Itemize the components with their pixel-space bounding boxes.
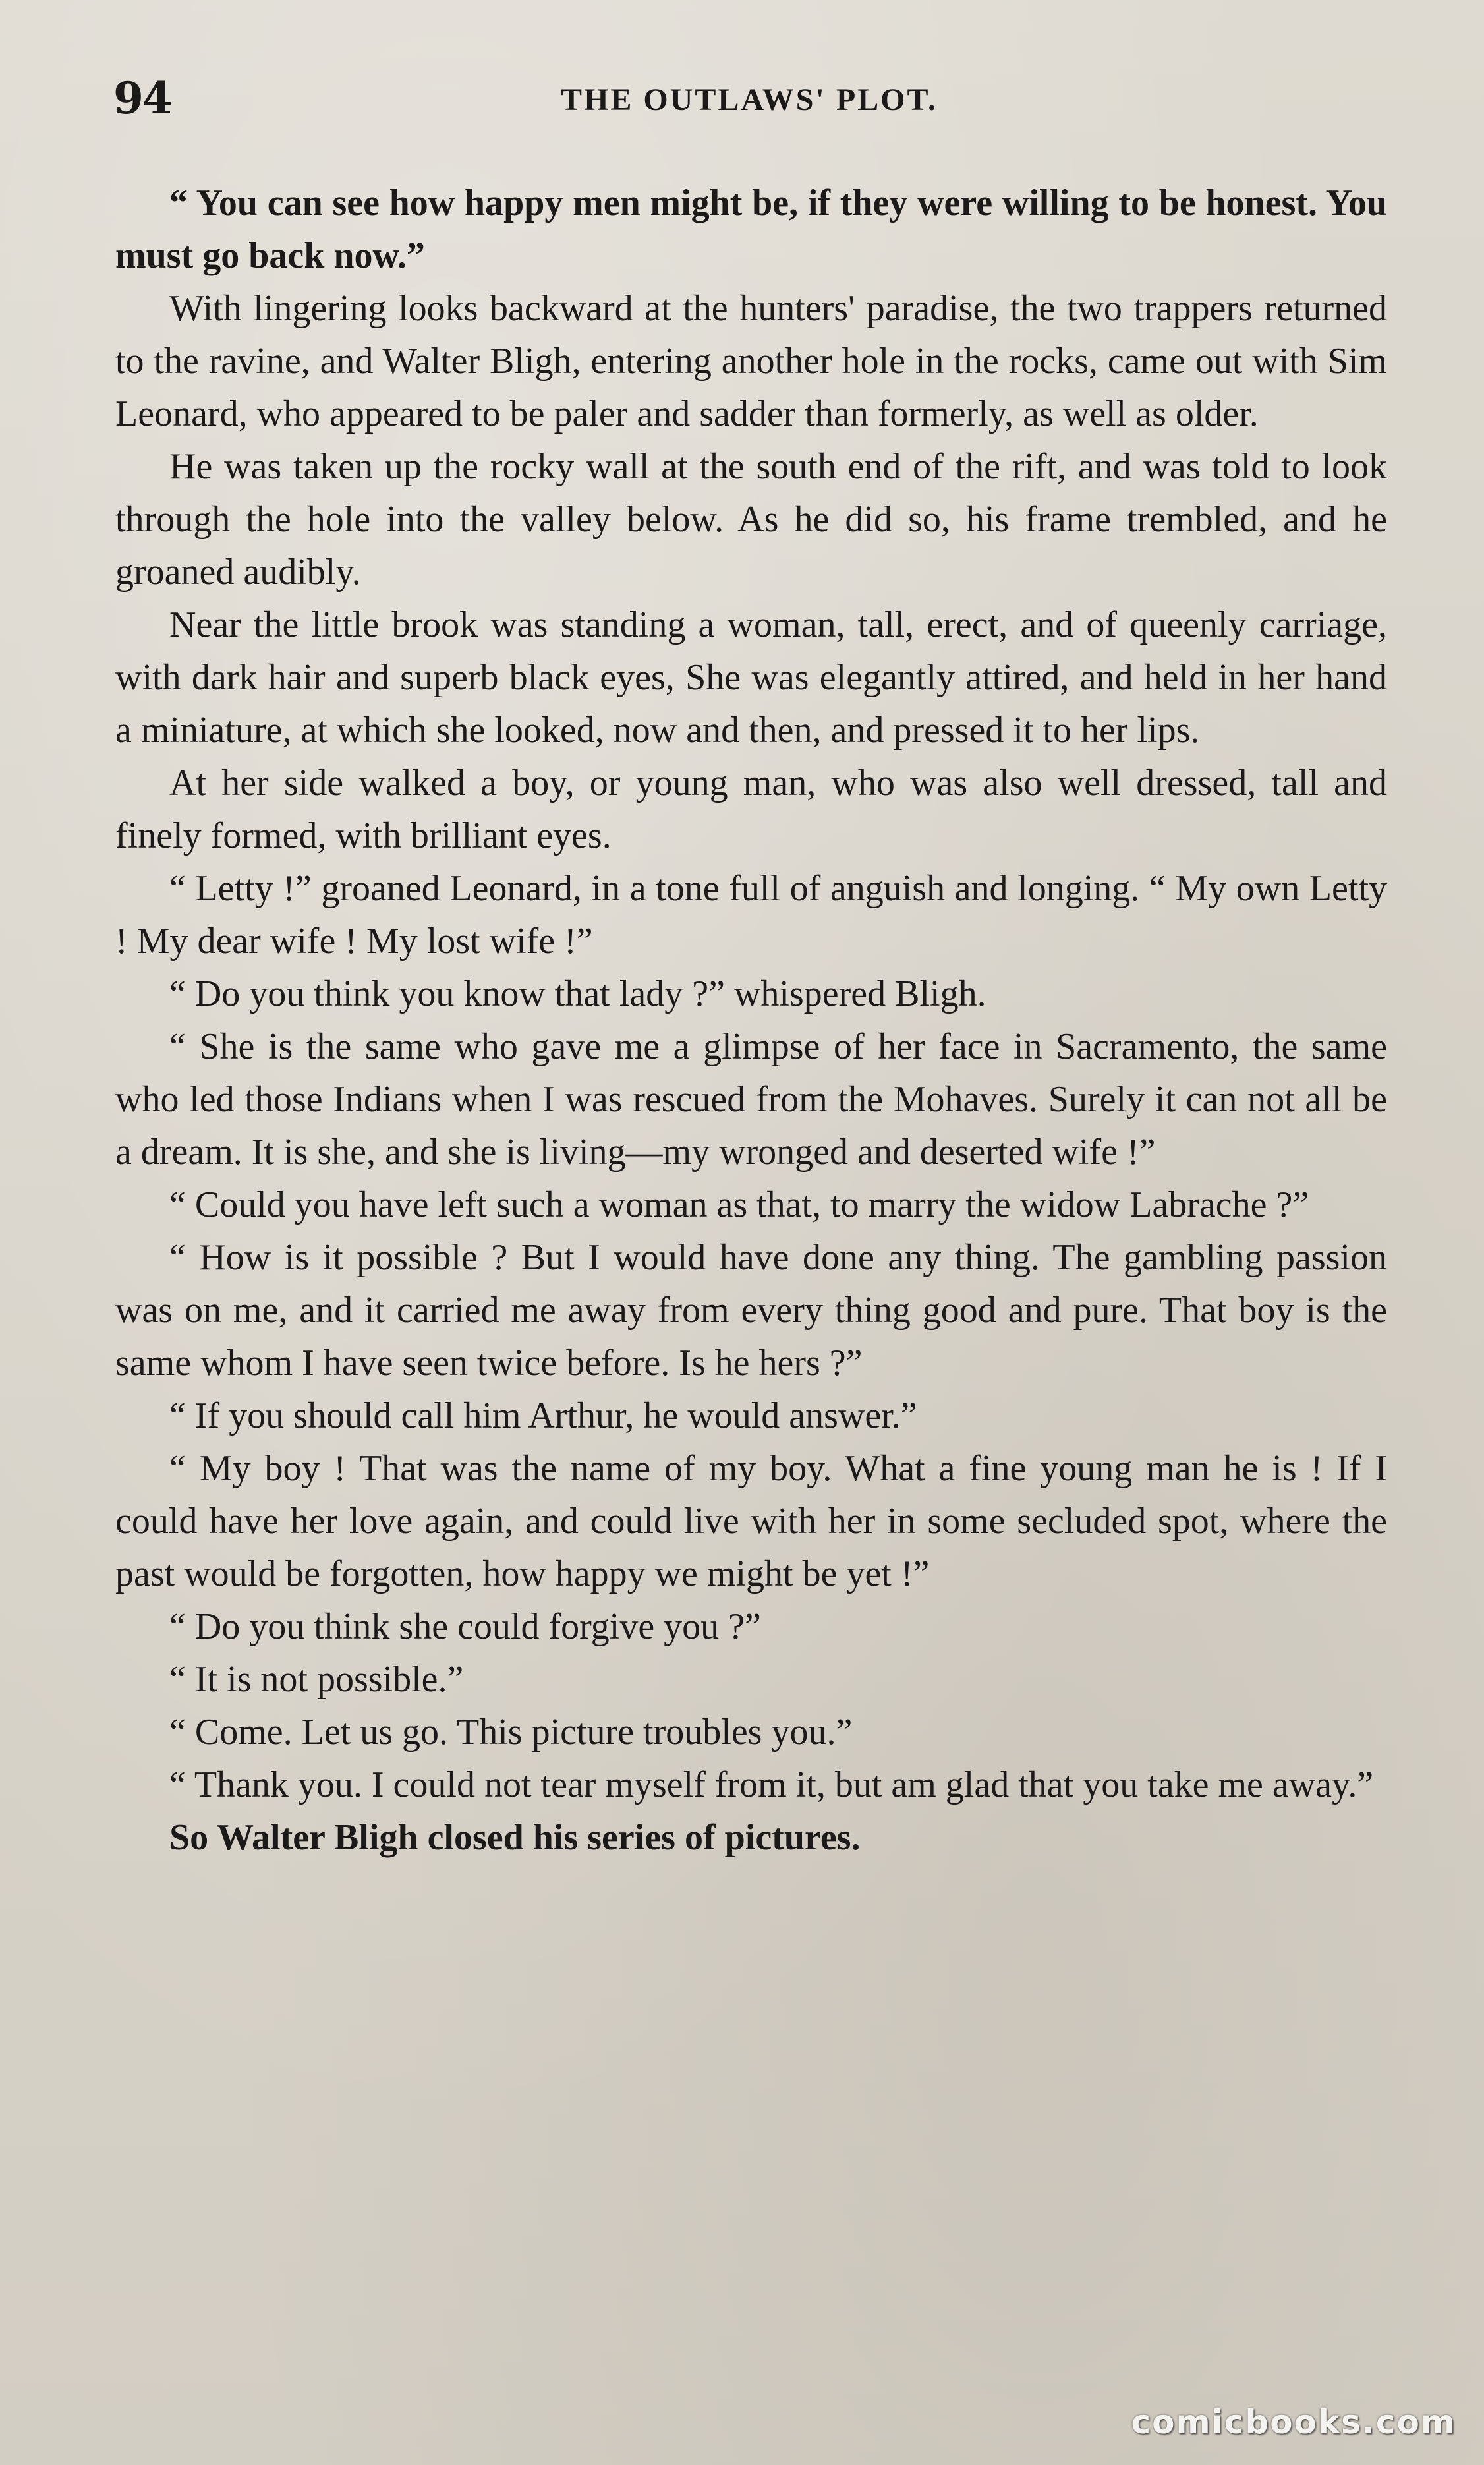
paragraph: “ She is the same who gave me a glimpse of her face in Sacramento, the same who led those Indians when I was rescued from the Mohaves. Surely it can not all be a dream. It is she, and she is living—my wronged and deserted wife !” (115, 1026, 1387, 1173)
paragraph: With lingering looks backward at the hunters' paradise, the two trappers returned to the ravine, and Walter Bligh, entering another hole in the rocks, came out with Sim Leonard, who appeared to be paler and sadder than formerly, as well as older. (115, 288, 1387, 434)
site-watermark: comicbooks.com (1131, 2403, 1456, 2441)
closing-paragraph: So Walter Bligh closed his series of pictures. (169, 1817, 861, 1858)
paragraph: “ My boy ! That was the name of my boy. What a fine young man he is ! If I could have her love again, and could live with her in some secluded spot, where the past would be forgotten, how happy we might be yet !” (115, 1448, 1387, 1594)
running-head: THE OUTLAWS' PLOT. (561, 82, 938, 117)
paragraph: “ It is not possible.” (169, 1659, 464, 1700)
paragraph: “ If you should call him Arthur, he would answer.” (169, 1395, 917, 1436)
page-header (113, 72, 1385, 132)
paragraph: “ Letty !” groaned Leonard, in a tone full of anguish and longing. “ My own Letty ! My dear wife ! My lost wife !” (115, 868, 1387, 962)
paragraph: He was taken up the rocky wall at the south end of the rift, and was told to look through the hole into the valley below. As he did so, his frame trembled, and he groaned audibly. (115, 446, 1387, 593)
paragraph: At her side walked a boy, or young man, who was also well dressed, tall and finely formed, with brilliant eyes. (115, 763, 1387, 856)
paragraph: “ Thank you. I could not tear myself from it, but am glad that you take me away.” (169, 1764, 1374, 1805)
page-number: 94 (113, 72, 171, 124)
paragraph: “ Do you think you know that lady ?” whispered Bligh. (169, 973, 986, 1014)
paragraph: “ How is it possible ? But I would have done any thing. The gambling passion was on me, and it carried me away from every thing good and pure. That boy is the same whom I have seen twice before. Is he hers ?” (115, 1237, 1387, 1383)
paragraph: “ Do you think she could forgive you ?” (169, 1606, 761, 1647)
body-text (115, 177, 1387, 1864)
paragraph: “ Come. Let us go. This picture troubles you.” (169, 1712, 853, 1753)
paragraph: Near the little brook was standing a woman, tall, erect, and of queenly carriage, with dark hair and superb black eyes, She was elegantly attired, and held in her hand a miniature, at which she looked, now and then, and pressed it to her lips. (115, 604, 1387, 751)
paragraph: “ You can see how happy men might be, if they were willing to be honest. You must go back now.” (115, 183, 1387, 276)
paragraph: “ Could you have left such a woman as that, to marry the widow Labrache ?” (169, 1184, 1309, 1225)
